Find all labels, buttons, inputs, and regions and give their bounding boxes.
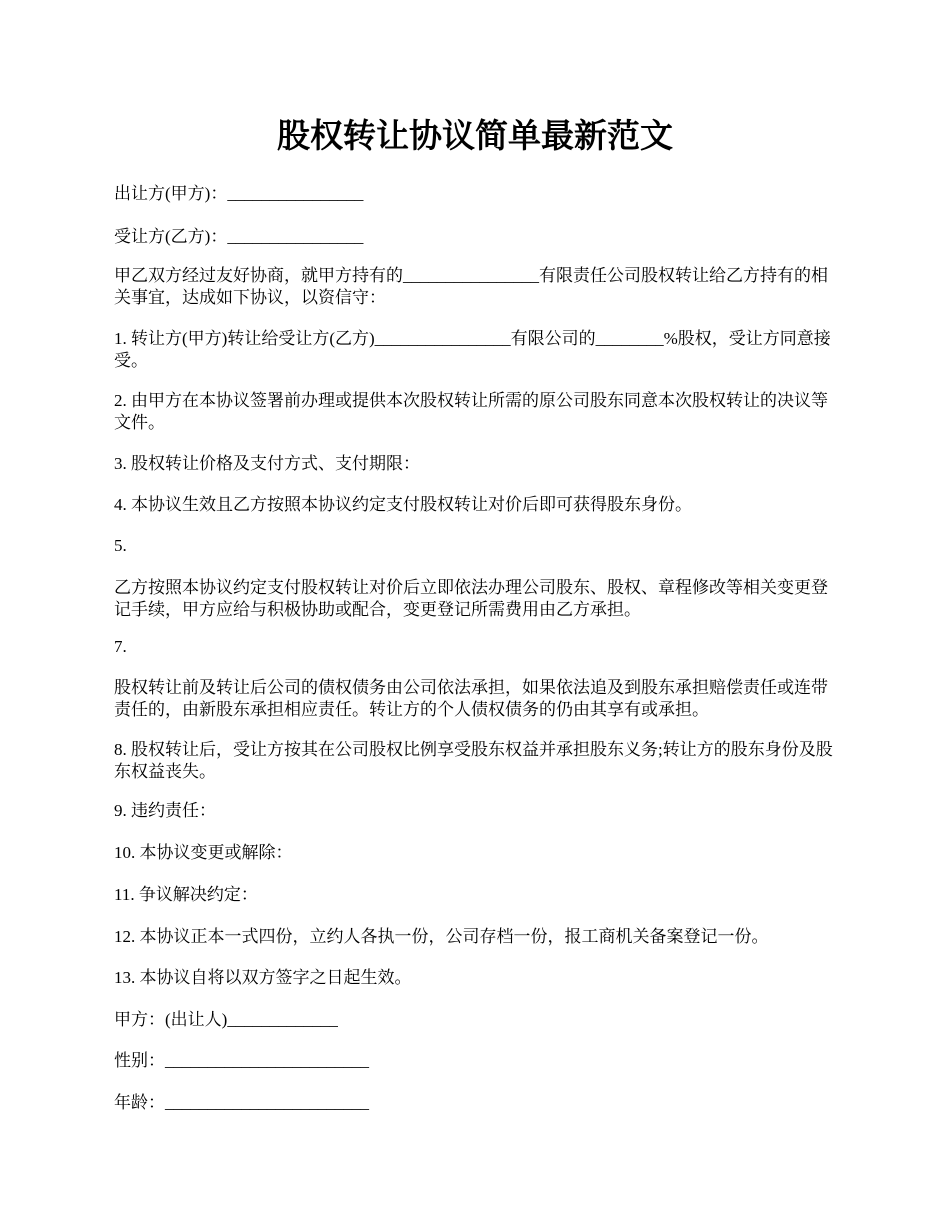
- clause-4: 4. 本协议生效且乙方按照本协议约定支付股权转让对价后即可获得股东身份。: [114, 495, 692, 514]
- party-a-line: 出让方(甲方)：________________: [114, 184, 364, 203]
- clause-10: 10. 本协议变更或解除：: [114, 843, 293, 862]
- clause-11: 11. 争议解决约定：: [114, 885, 258, 904]
- signature-party-a: 甲方：(出让人)_____________: [114, 1010, 338, 1029]
- clause-5-number: 5.: [114, 536, 127, 555]
- clause-8: 8. 股权转让后，受让方按其在公司股权比例享受股东权益并承担股东义务;转让方的股东身份及股东权益丧失。: [114, 740, 833, 781]
- clause-1: 1. 转让方(甲方)转让给受让方(乙方)________________有限公司的________%股权，受让方同意接受。: [114, 329, 831, 370]
- clause-3: 3. 股权转让价格及支付方式、支付期限：: [114, 454, 420, 473]
- clause-7-text: 股权转让前及转让后公司的债权债务由公司依法承担，如果依法追及到股东承担赔偿责任或连带责任的，由新股东承担相应责任。转让方的个人债权债务的仍由其享有或承担。: [114, 678, 828, 719]
- field-gender: 性别：________________________: [114, 1051, 369, 1070]
- clause-5-text: 乙方按照本协议约定支付股权转让对价后立即依法办理公司股东、股权、章程修改等相关变更登记手续，甲方应给与积极协助或配合，变更登记所需费用由乙方承担。: [114, 578, 828, 619]
- party-b-line: 受让方(乙方)：________________: [114, 227, 364, 246]
- clause-13: 13. 本协议自将以双方签字之日起生效。: [114, 968, 412, 987]
- clause-7-number: 7.: [114, 637, 127, 656]
- preamble-paragraph: 甲乙双方经过友好协商，就甲方持有的________________有限责任公司股权转让给乙方持有的相关事宜，达成如下协议，以资信守：: [114, 266, 828, 307]
- clause-9: 9. 违约责任：: [114, 801, 216, 820]
- clause-12: 12. 本协议正本一式四份，立约人各执一份，公司存档一份，报工商机关备案登记一份。: [114, 927, 769, 946]
- field-age: 年龄：________________________: [114, 1093, 369, 1112]
- document-title: 股权转让协议简单最新范文: [277, 119, 673, 155]
- clause-2: 2. 由甲方在本协议签署前办理或提供本次股权转让所需的原公司股东同意本次股权转让的决议等文件。: [114, 391, 828, 432]
